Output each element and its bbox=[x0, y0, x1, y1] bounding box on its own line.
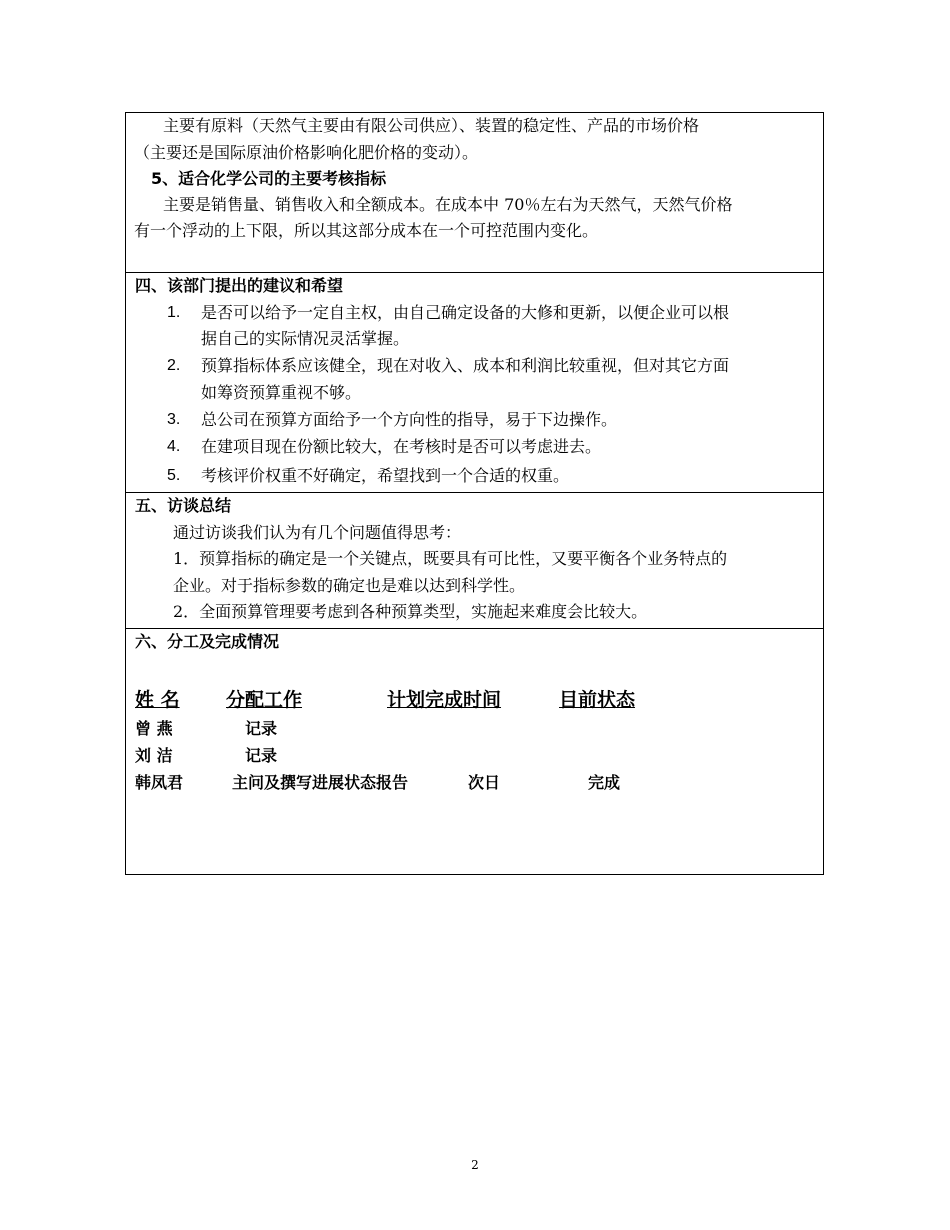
list-item: 是否可以给予一定自主权，由自己确定设备的大修和更新，以便企业可以根 bbox=[201, 303, 730, 322]
row-name: 刘 洁 bbox=[135, 746, 173, 765]
paragraph-line: 主要是销售量、销售收入和全额成本。在成本中 70％左右为天然气，天然气价格 bbox=[163, 195, 733, 214]
subheading-kpi: 5、适合化学公司的主要考核指标 bbox=[151, 169, 387, 188]
paragraph-line: （主要还是国际原油价格影响化肥价格的变动）。 bbox=[134, 143, 479, 162]
suggestions-section bbox=[125, 272, 824, 493]
list-number: 4. bbox=[167, 438, 181, 455]
list-item: 考核评价权重不好确定，希望找到一个合适的权重。 bbox=[201, 466, 570, 485]
list-item: 如筹资预算重视不够。 bbox=[201, 383, 362, 402]
list-number: 5. bbox=[167, 467, 181, 484]
header-time: 计划完成时间 bbox=[387, 689, 502, 711]
continuation-section bbox=[125, 112, 824, 273]
row-name: 韩凤君 bbox=[135, 773, 184, 792]
header-name: 姓 名 bbox=[135, 689, 180, 711]
paragraph-line: 有一个浮动的上下限，所以其这部分成本在一个可控范围内变化。 bbox=[134, 221, 599, 240]
page-number: 2 bbox=[471, 1158, 479, 1172]
list-item: 据自己的实际情况灵活掌握。 bbox=[201, 329, 410, 348]
list-item: 预算指标体系应该健全，现在对收入、成本和利润比较重视，但对其它方面 bbox=[201, 356, 730, 375]
list-item: 总公司在预算方面给予一个方向性的指导，易于下边操作。 bbox=[201, 410, 618, 429]
list-number: 2. bbox=[167, 357, 181, 374]
division-section bbox=[125, 628, 824, 875]
header-status: 目前状态 bbox=[559, 689, 636, 711]
summary-section bbox=[125, 492, 824, 629]
list-item: 在建项目现在份额比较大，在考核时是否可以考虑进去。 bbox=[201, 437, 602, 456]
section-title: 四、该部门提出的建议和希望 bbox=[135, 276, 344, 295]
row-task: 记录 bbox=[245, 719, 278, 738]
row-task: 记录 bbox=[245, 746, 278, 765]
row-name: 曾 燕 bbox=[135, 719, 173, 738]
header-task: 分配工作 bbox=[226, 689, 303, 711]
row-time: 次日 bbox=[468, 773, 501, 792]
row-status: 完成 bbox=[588, 773, 621, 792]
paragraph-line: 通过访谈我们认为有几个问题值得思考： bbox=[173, 523, 462, 542]
section-title: 五、访谈总结 bbox=[135, 496, 232, 515]
paragraph-line: 1．预算指标的确定是一个关键点，既要具有可比性，又要平衡各个业务特点的 bbox=[173, 549, 728, 568]
list-number: 1. bbox=[167, 304, 181, 321]
paragraph-line: 主要有原料（天然气主要由有限公司供应）、装置的稳定性、产品的市场价格 bbox=[163, 116, 700, 135]
list-number: 3. bbox=[167, 411, 181, 428]
row-task: 主问及撰写进展状态报告 bbox=[232, 773, 409, 792]
paragraph-line: 2．全面预算管理要考虑到各种预算类型，实施起来难度会比较大。 bbox=[173, 602, 648, 621]
section-title: 六、分工及完成情况 bbox=[135, 632, 280, 651]
paragraph-line: 企业。对于指标参数的确定也是难以达到科学性。 bbox=[173, 576, 526, 595]
